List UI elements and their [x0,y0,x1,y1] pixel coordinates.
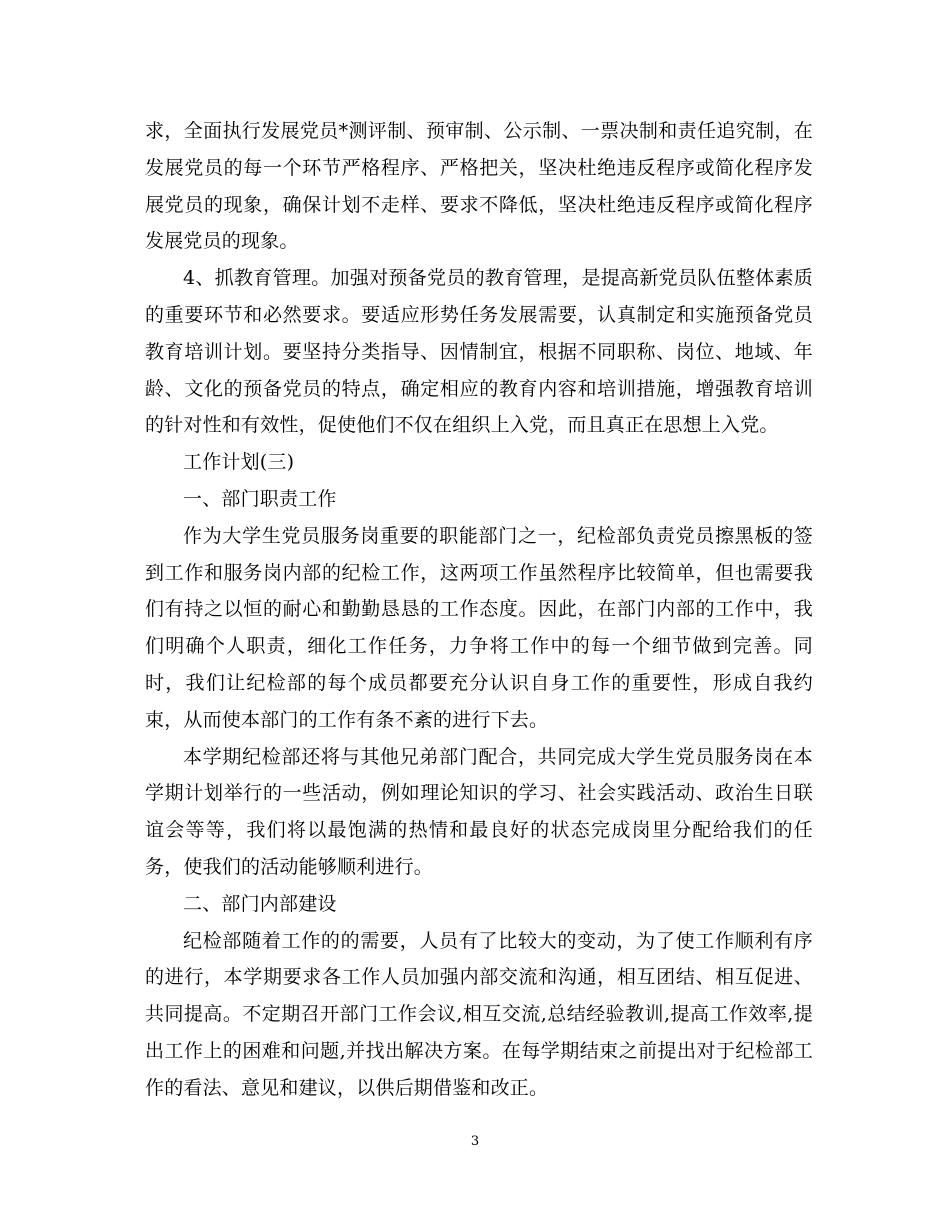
paragraph-continuation: 求，全面执行发展党员*测评制、预审制、公示制、一票决制和责任追究制，在发展党员的每一个环节严格程序、严格把关，坚决杜绝违反程序或简化程序发展党员的现象，确保计划不走样、要求不降低，坚决杜绝违反程序或简化程序发展党员的现象。 [145,120,813,253]
paragraph-internal-construction: 纪检部随着工作的的需要，人员有了比较大的变动，为了使工作顺利有序的进行，本学期要求各工作人员加强内部交流和沟通，相互团结、相互促进、共同提高。不定期召开部门工作会议,相互交流,总结经验教训,提高工作效率,提出工作上的困难和问题,并找出解决方案。在每学期结束之前提出对于纪检部工作的看法、意见和建议，以供后期借鉴和改正。 [145,929,813,1099]
document-body [145,113,813,1107]
subheading-department-duties: 一、部门职责工作 [183,487,337,510]
page-number: 3 [470,1134,480,1149]
paragraph-duties-detail: 作为大学生党员服务岗重要的职能部门之一，纪检部负责党员擦黑板的签到工作和服务岗内部的纪检工作，这两项工作虽然程序比较简单，但也需要我们有持之以恒的耐心和勤勤恳恳的工作态度。因此，在部门内部的工作中，我们明确个人职责，细化工作任务，力争将工作中的每一个细节做到完善。同时，我们让纪检部的每个成员都要充分认识自身工作的重要性，形成自我约束，从而使本部门的工作有条不紊的进行下去。 [145,524,813,731]
subheading-internal-construction: 二、部门内部建设 [183,892,337,915]
paragraph-cooperation: 本学期纪检部还将与其他兄弟部门配合，共同完成大学生党员服务岗在本学期计划举行的一些活动，例如理论知识的学习、社会实践活动、政治生日联谊会等等，我们将以最饱满的热情和最良好的状态完成岗里分配给我们的任务，使我们的活动能够顺利进行。 [145,745,813,878]
section-heading-work-plan-3: 工作计划(三) [183,451,295,474]
paragraph-education-management: 4、抓教育管理。加强对预备党员的教育管理，是提高新党员队伍整体素质的重要环节和必然要求。要适应形势任务发展需要，认真制定和实施预备党员教育培训计划。要坚持分类指导、因情制宜，根据不同职称、岗位、地域、年龄、文化的预备党员的特点，确定相应的教育内容和培训措施，增强教育培训的针对性和有效性，促使他们不仅在组织上入党，而且真正在思想上入党。 [145,267,813,437]
